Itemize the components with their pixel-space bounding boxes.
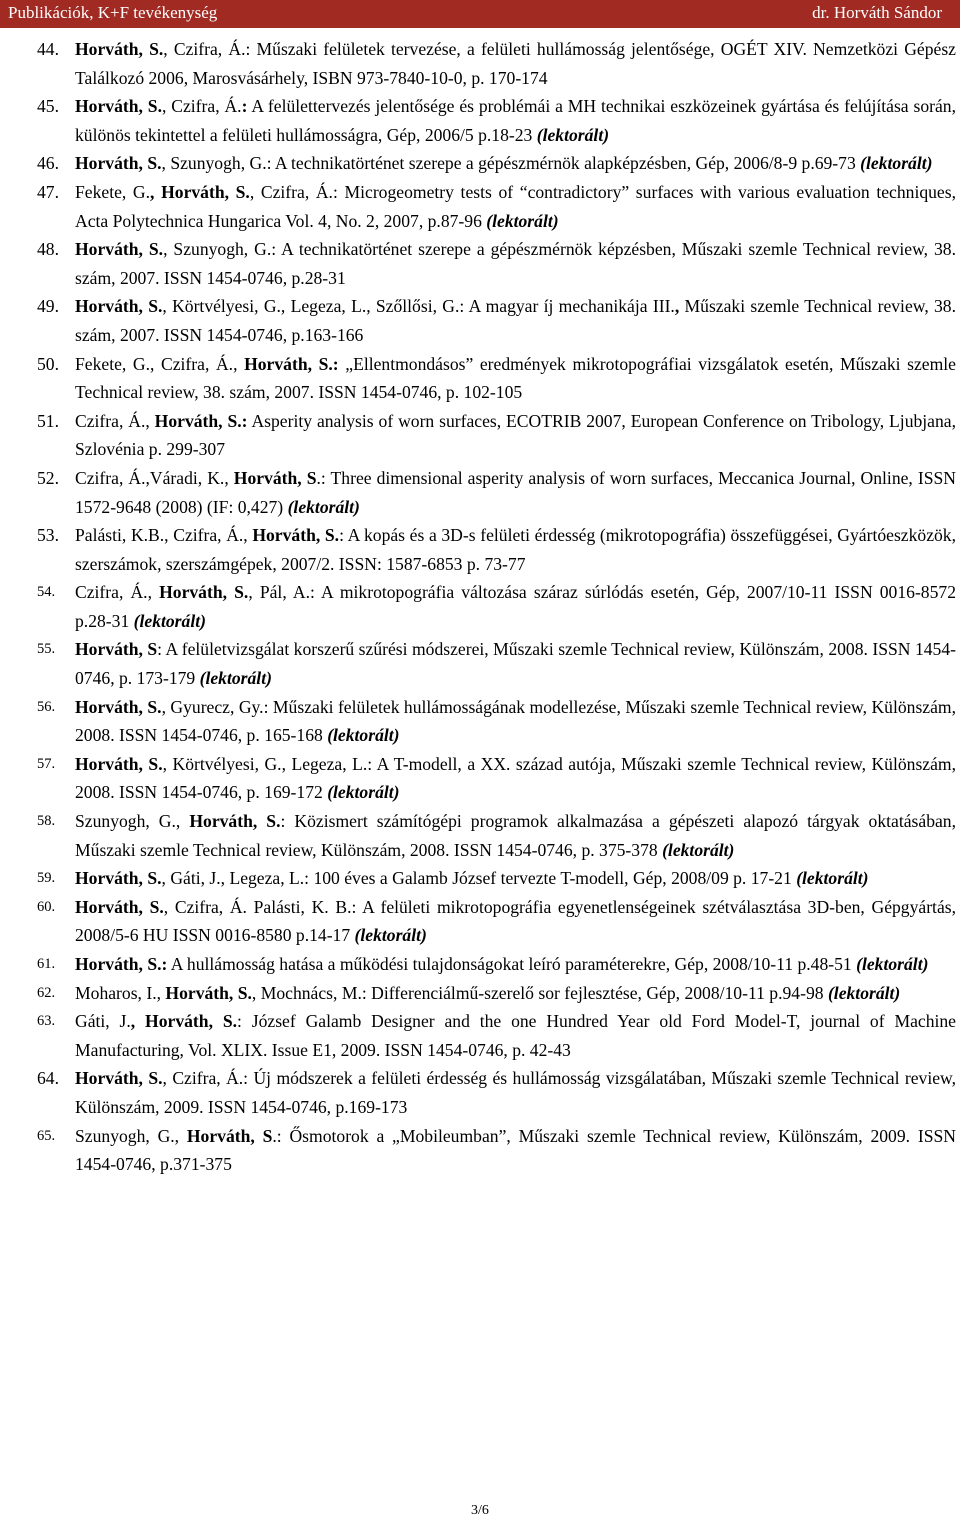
entry-text: Asperity analysis of worn surfaces, ECOTRIB 2007, European Conference on Tribology, Ljubjana, Szlovénia p. 299-307 (75, 410, 956, 460)
entry-number: 49. (37, 296, 59, 317)
author-highlight: Horváth, S. (252, 525, 340, 546)
entry-text: Czifra, Á., (75, 582, 160, 603)
entry-text: Szunyogh, G., (75, 811, 190, 832)
author-highlight: Horváth, S. (159, 582, 249, 603)
author-highlight: Horváth, S. (165, 982, 252, 1003)
author-highlight: Horváth, S. (75, 96, 162, 117)
entry-number: 44. (37, 39, 59, 59)
publication-entry (0, 35, 960, 92)
entry-number: 53. (37, 525, 59, 546)
entry-text: : Közismert számítógépi programok alkalmazása a gépészeti alapozó tárgyak oktatásában, Műszaki szemle Technical review, Különszám, 2008. ISSN 1454-0746, p. 375-378 (75, 811, 956, 860)
entry-number: 48. (37, 239, 59, 260)
author-highlight: Horváth, S. (75, 153, 162, 174)
entry-number: 59. (37, 870, 56, 887)
entry-number: 58. (37, 813, 56, 830)
entry-text: , Körtvélyesi, G., Legeza, L., Szőllősi, G.: A magyar íj mechanikája III. (162, 296, 675, 317)
entry-number: 56. (37, 698, 56, 715)
page-header (0, 0, 960, 28)
reviewed-tag: (lektorált) (796, 868, 869, 889)
entry-text: A hullámosság hatása a működési tulajdonságokat leíró paraméterekre, Gép, 2008/10-11 p.48-51 (167, 954, 857, 974)
author-highlight: Horváth, S. (75, 896, 164, 917)
author-highlight: Horváth, S. (75, 296, 163, 317)
publication-entry (0, 292, 960, 349)
entry-text: , Körtvélyesi, G., Legeza, L.: A T-modell, a XX. század autója, Műszaki szemle Technical review, Különszám, 2008. ISSN 1454-0746, p. 169-172 (75, 753, 956, 803)
publication-entry (0, 893, 960, 950)
entry-number: 63. (37, 1013, 56, 1030)
entry-text: Moharos, I., (75, 982, 166, 1003)
publication-entry (0, 464, 960, 521)
entry-number: 52. (37, 467, 59, 488)
publication-entry (0, 92, 960, 149)
entry-text: , Czifra, Á.: Microgeometry tests of “contradictory” surfaces with various evaluation techniques, Acta Polytechnica Hungarica Vol. 4, No. 2, 2007, p.87-96 (75, 181, 956, 231)
entry-number: 61. (37, 956, 56, 972)
entry-text: Gáti, J. (75, 1011, 131, 1032)
reviewed-tag: (lektorált) (662, 839, 735, 860)
author-highlight: Horváth, S. (189, 811, 281, 832)
entry-text: Fekete, G. (75, 181, 151, 202)
entry-text: , Gyurecz, Gy.: Műszaki felületek hullámosságának modellezése, Műszaki szemle Technical review, Különszám, 2008. ISSN 1454-0746, p. 165-168 (75, 696, 956, 746)
entry-number: 51. (37, 410, 59, 431)
publication-entry (0, 521, 960, 578)
author-highlight: Horváth, S. (75, 696, 162, 717)
reviewed-tag: (lektorált) (354, 925, 427, 946)
entry-number: 65. (37, 1127, 56, 1144)
publication-entry (0, 350, 960, 407)
entry-number: 45. (37, 96, 59, 117)
entry-text: , Szunyogh, G.: A technikatörténet szerepe a gépészmérnök képzésben, Műszaki szemle Technical review, 38. szám, 2007. ISSN 1454-0746, p.28-31 (75, 239, 956, 288)
entry-text: , Mochnács, M.: Differenciálmű-szerelő sor fejlesztése, Gép, 2008/10-11 p.94-98 (251, 982, 828, 1003)
publication-list (0, 35, 960, 1179)
entry-text: A felülettervezés jelentősége és problémái a MH technikai eszközeinek gyártása és felújítása során, különös tekintettel a felületi hullámosságra, Gép, 2006/5 p.18-23 (75, 96, 956, 145)
author-highlight: , (674, 296, 680, 317)
page-number: 3/6 (471, 1503, 489, 1518)
reviewed-tag: (lektorált) (327, 725, 400, 746)
reviewed-tag: (lektorált) (327, 782, 400, 803)
entry-text: , Szunyogh, G.: A technikatörténet szerepe a gépészmérnök alapképzésben, Gép, 2006/8-9 p.69-73 (161, 153, 861, 174)
publication-entry (0, 693, 960, 750)
entry-text: .: Ősmotorok a „Mobileumban”, Műszaki szemle Technical review, Különszám, 2009. ISSN 1454-0746, p.371-375 (75, 1125, 956, 1175)
author-highlight: Horváth, S.: (244, 353, 339, 374)
reviewed-tag: (lektorált) (856, 954, 929, 974)
entry-number: 62. (37, 984, 56, 1001)
entry-text: Műszaki szemle Technical review, 38. szám, 2007. ISSN 1454-0746, p.163-166 (75, 296, 956, 345)
author-highlight: Horváth, S (186, 1125, 273, 1146)
publication-entry (0, 950, 960, 979)
entry-text: , Czifra, Á. (161, 96, 242, 117)
entry-number: 57. (37, 755, 56, 772)
publication-entry (0, 1122, 960, 1179)
author-highlight: Horváth, S (233, 467, 317, 488)
publication-entry (0, 1007, 960, 1064)
publication-entry (0, 807, 960, 864)
entry-text: : József Galamb Designer and the one Hundred Year old Ford Model-T, journal of Machine Manufacturing, Vol. XLIX. Issue E1, 2009. ISSN 1454-0746, p. 42-43 (75, 1011, 956, 1060)
entry-text: , Czifra, Á.: Új módszerek a felületi érdesség és hullámosság vizsgálatában, Műszaki szemle Technical review, Különszám, 2009. ISSN 1454-0746, p.169-173 (75, 1068, 956, 1117)
author-highlight: Horváth, S. (75, 1068, 163, 1089)
reviewed-tag: (lektorált) (536, 124, 610, 145)
entry-number: 64. (37, 1068, 59, 1089)
entry-text: Fekete, G., Czifra, Á., (75, 353, 245, 374)
publication-entry (0, 149, 960, 178)
publication-entry (0, 635, 960, 692)
entry-number: 55. (37, 641, 56, 658)
publication-entry (0, 979, 960, 1008)
reviewed-tag: (lektorált) (133, 610, 206, 631)
entry-text: Palásti, K.B., Czifra, Á., (75, 525, 253, 546)
author-highlight: Horváth, S. (75, 868, 162, 889)
entry-text: Czifra, Á., (75, 410, 155, 431)
entry-text: „Ellentmondásos” eredmények mikrotopográfiai vizsgálatok esetén, Műszaki szemle Technical review, 38. szám, 2007. ISSN 1454-0746, p. 102-105 (75, 353, 956, 403)
entry-text: Szunyogh, G., (75, 1125, 187, 1146)
entry-text: , Pál, A.: A mikrotopográfia változása száraz súrlódás esetén, Gép, 2007/10-11 ISSN 0016-8572 p.28-31 (75, 582, 956, 631)
reviewed-tag: (lektorált) (827, 982, 901, 1003)
entry-text: , Czifra, Á.: Műszaki felületek tervezése, a felületi hullámosság jelentősége, OGÉT XIV. Nemzetközi Gépész Találkozó 2006, Marosvásárhely, ISBN 973-7840-10-0, p. 170-174 (75, 39, 956, 88)
entry-number: 46. (37, 153, 59, 174)
entry-text: Czifra, Á.,Váradi, K., (75, 467, 234, 488)
reviewed-tag: (lektorált) (860, 153, 933, 174)
author-highlight: Horváth, S.: (75, 954, 168, 974)
entry-number: 54. (37, 584, 56, 601)
author-highlight: : (241, 96, 248, 117)
author-highlight: Horváth, S. (75, 753, 163, 774)
entry-number: 60. (37, 898, 56, 915)
publication-entry (0, 864, 960, 893)
entry-number: 47. (37, 181, 59, 202)
author-highlight: Horváth, S (75, 639, 158, 660)
entry-text: .: Three dimensional asperity analysis of worn surfaces, Meccanica Journal, Online, ISSN 1572-9648 (2008) (IF: 0,427) (75, 467, 956, 517)
author-highlight: , Horváth, S. (150, 181, 250, 202)
publication-entry (0, 578, 960, 635)
author-highlight: , Horváth, S. (130, 1011, 238, 1032)
author-highlight: Horváth, S. (75, 39, 164, 59)
publication-entry (0, 1064, 960, 1121)
header-title: Publikációk, K+F tevékenység (8, 3, 218, 22)
reviewed-tag: (lektorált) (287, 496, 360, 517)
publication-entry (0, 407, 960, 464)
entry-number: 50. (37, 353, 59, 374)
entry-text: : A kopás és a 3D-s felületi érdesség (mikrotopográfia) összefüggései, Gyártóeszközök, szerszámok, szerszámgépek, 2007/2. ISSN: 1587-6853 p. 73-77 (75, 525, 957, 574)
publication-entry (0, 750, 960, 807)
reviewed-tag: (lektorált) (199, 668, 272, 689)
publication-entry (0, 235, 960, 292)
publication-entry (0, 178, 960, 235)
reviewed-tag: (lektorált) (486, 210, 559, 231)
entry-text: , Czifra, Á. Palásti, K. B.: A felületi mikrotopográfia egyenetlenségeinek szétválasztása 3D-ben, Gépgyártás, 2008/5-6 HU ISSN 0016-8580 p.14-17 (75, 896, 956, 946)
entry-text: , Gáti, J., Legeza, L.: 100 éves a Galamb József tervezte T-modell, Gép, 2008/09 p. 17-21 (161, 868, 797, 889)
header-author: dr. Horváth Sándor (812, 3, 942, 22)
author-highlight: Horváth, S. (75, 239, 164, 260)
entry-text: : A felületvizsgálat korszerű szűrési módszerei, Műszaki szemle Technical review, Különszám, 2008. ISSN 1454-0746, p. 173-179 (75, 639, 956, 689)
author-highlight: Horváth, S.: (154, 410, 248, 431)
